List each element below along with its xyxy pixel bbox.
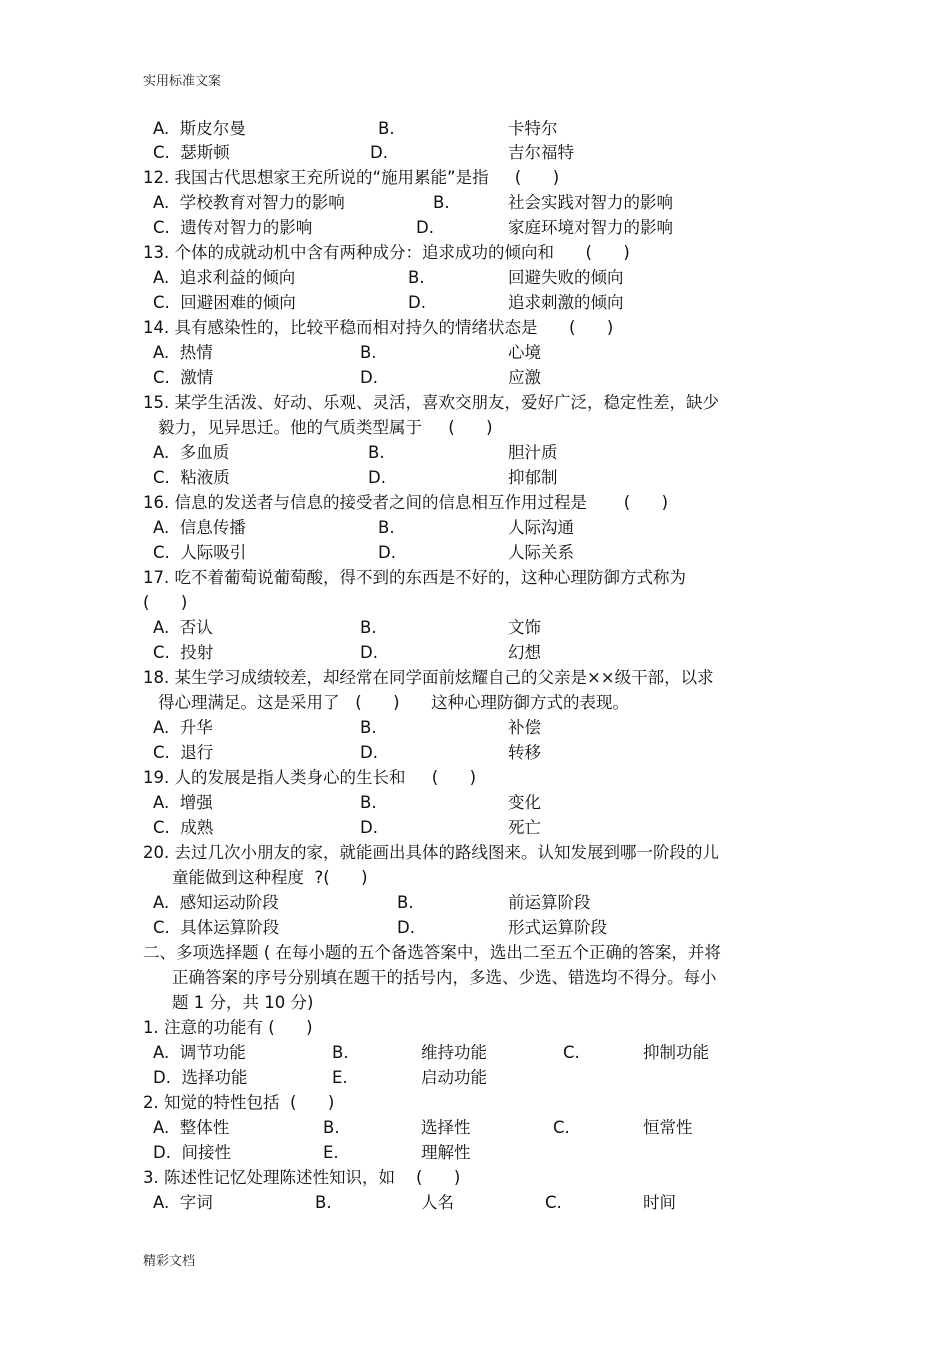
- text-line: 人名: [421, 1193, 454, 1212]
- text-line: C.: [563, 1043, 580, 1062]
- text-line: 人际沟通: [508, 518, 574, 537]
- text-line: B.: [360, 618, 377, 637]
- text-line: 12. 我国古代思想家王充所说的“施用累能”是指 ( ): [143, 168, 560, 187]
- text-line: 20. 去过几次小朋友的家，就能画出具体的路线图来。认知发展到哪一阶段的儿: [143, 843, 719, 862]
- text-line: A. 热情: [153, 343, 213, 362]
- text-line: C. 投射: [153, 643, 214, 662]
- text-line: C. 人际吸引: [153, 543, 247, 562]
- text-line: 启动功能: [421, 1068, 487, 1087]
- text-line: D.: [360, 743, 378, 762]
- text-line: ( ): [143, 593, 188, 612]
- text-line: D.: [370, 143, 388, 162]
- text-line: A. 追求利益的倾向: [153, 268, 296, 287]
- text-line: 17. 吃不着葡萄说葡萄酸，得不到的东西是不好的，这种心理防御方式称为: [143, 568, 686, 587]
- text-line: D.: [397, 918, 415, 937]
- text-line: A. 斯皮尔曼: [153, 119, 246, 138]
- text-line: 文饰: [508, 618, 541, 637]
- text-line: B.: [332, 1043, 349, 1062]
- text-line: B.: [378, 518, 395, 537]
- text-line: 追求刺激的倾向: [508, 293, 624, 312]
- text-line: C. 遗传对智力的影响: [153, 218, 313, 237]
- text-line: 回避失败的倾向: [508, 268, 624, 287]
- text-line: D.: [378, 543, 396, 562]
- text-line: B.: [315, 1193, 332, 1212]
- text-line: C. 激情: [153, 368, 214, 387]
- text-line: 前运算阶段: [508, 893, 591, 912]
- text-line: 抑郁制: [508, 468, 558, 487]
- text-line: A. 整体性: [153, 1118, 230, 1137]
- text-line: B.: [360, 343, 377, 362]
- text-line: 社会实践对智力的影响: [508, 193, 673, 212]
- text-line: 二、多项选择题 ( 在每小题的五个备选答案中，选出二至五个正确的答案，并将: [143, 943, 721, 962]
- page-header: 实用标准文案: [143, 74, 222, 89]
- text-line: D. 选择功能: [153, 1068, 248, 1087]
- text-line: 得心理满足。这是采用了 ( ) 这种心理防御方式的表现。: [158, 693, 630, 712]
- text-line: 19. 人的发展是指人类身心的生长和 ( ): [143, 768, 477, 787]
- text-line: D. 间接性: [153, 1143, 231, 1162]
- text-line: D.: [360, 643, 378, 662]
- text-line: C.: [553, 1118, 570, 1137]
- text-line: A. 增强: [153, 793, 213, 812]
- text-line: A. 字词: [153, 1193, 213, 1212]
- text-line: 卡特尔: [508, 119, 558, 138]
- text-line: 理解性: [421, 1143, 471, 1162]
- text-line: D.: [416, 218, 434, 237]
- text-line: 18. 某生学习成绩较差，却经常在同学面前炫耀自己的父亲是××级干部，以求: [143, 668, 714, 687]
- text-line: 正确答案的序号分别填在题干的括号内，多选、少选、错选均不得分。每小: [172, 968, 717, 987]
- text-line: 补偿: [508, 718, 541, 737]
- text-line: 形式运算阶段: [508, 918, 607, 937]
- text-line: C.: [545, 1193, 562, 1212]
- text-line: B.: [378, 119, 395, 138]
- text-line: 胆汁质: [508, 443, 558, 462]
- text-line: 题 1 分，共 10 分): [172, 993, 314, 1012]
- text-line: C. 瑟斯顿: [153, 143, 230, 162]
- text-line: 应激: [508, 368, 541, 387]
- text-line: 维持功能: [421, 1043, 487, 1062]
- text-line: A. 调节功能: [153, 1043, 246, 1062]
- text-line: 心境: [508, 343, 541, 362]
- text-line: 恒常性: [643, 1118, 693, 1137]
- text-line: A. 信息传播: [153, 518, 246, 537]
- text-line: B.: [323, 1118, 340, 1137]
- text-line: 3. 陈述性记忆处理陈述性知识，如 ( ): [143, 1168, 461, 1187]
- text-line: 时间: [643, 1193, 676, 1212]
- text-line: 13. 个体的成就动机中含有两种成分：追求成功的倾向和 ( ): [143, 243, 630, 262]
- text-line: D.: [360, 818, 378, 837]
- text-line: 15. 某学生活泼、好动、乐观、灵活，喜欢交朋友，爱好广泛，稳定性差，缺少: [143, 393, 719, 412]
- text-line: B.: [360, 793, 377, 812]
- text-line: 童能做到这种程度 ?( ): [172, 868, 368, 887]
- text-line: A. 升华: [153, 718, 213, 737]
- text-line: C. 具体运算阶段: [153, 918, 280, 937]
- text-line: D.: [368, 468, 386, 487]
- text-line: 吉尔福特: [508, 143, 574, 162]
- text-line: 变化: [508, 793, 541, 812]
- text-line: 死亡: [508, 818, 541, 837]
- text-line: E.: [332, 1068, 348, 1087]
- text-line: 选择性: [421, 1118, 471, 1137]
- text-line: B.: [360, 718, 377, 737]
- text-line: 2. 知觉的特性包括 ( ): [143, 1093, 335, 1112]
- text-line: 16. 信息的发送者与信息的接受者之间的信息相互作用过程是 ( ): [143, 493, 669, 512]
- text-line: B.: [397, 893, 414, 912]
- text-line: 抑制功能: [643, 1043, 709, 1062]
- text-line: A. 感知运动阶段: [153, 893, 279, 912]
- page-footer: 精彩文档: [143, 1254, 196, 1269]
- text-line: 14. 具有感染性的，比较平稳而相对持久的情绪状态是 ( ): [143, 318, 614, 337]
- text-line: E.: [323, 1143, 339, 1162]
- text-line: 人际关系: [508, 543, 574, 562]
- text-line: B.: [408, 268, 425, 287]
- text-line: A. 否认: [153, 618, 213, 637]
- text-line: B.: [368, 443, 385, 462]
- text-line: 毅力，见异思迁。他的气质类型属于 ( ): [158, 418, 493, 437]
- text-line: 转移: [508, 743, 541, 762]
- text-line: 1. 注意的功能有 ( ): [143, 1018, 313, 1037]
- text-line: C. 回避困难的倾向: [153, 293, 296, 312]
- text-line: A. 学校教育对智力的影响: [153, 193, 345, 212]
- text-line: C. 退行: [153, 743, 214, 762]
- text-line: A. 多血质: [153, 443, 230, 462]
- text-line: D.: [408, 293, 426, 312]
- text-line: C. 成熟: [153, 818, 214, 837]
- text-line: B.: [433, 193, 450, 212]
- text-line: D.: [360, 368, 378, 387]
- text-line: 家庭环境对智力的影响: [508, 218, 673, 237]
- text-line: 幻想: [508, 643, 541, 662]
- text-line: C. 粘液质: [153, 468, 230, 487]
